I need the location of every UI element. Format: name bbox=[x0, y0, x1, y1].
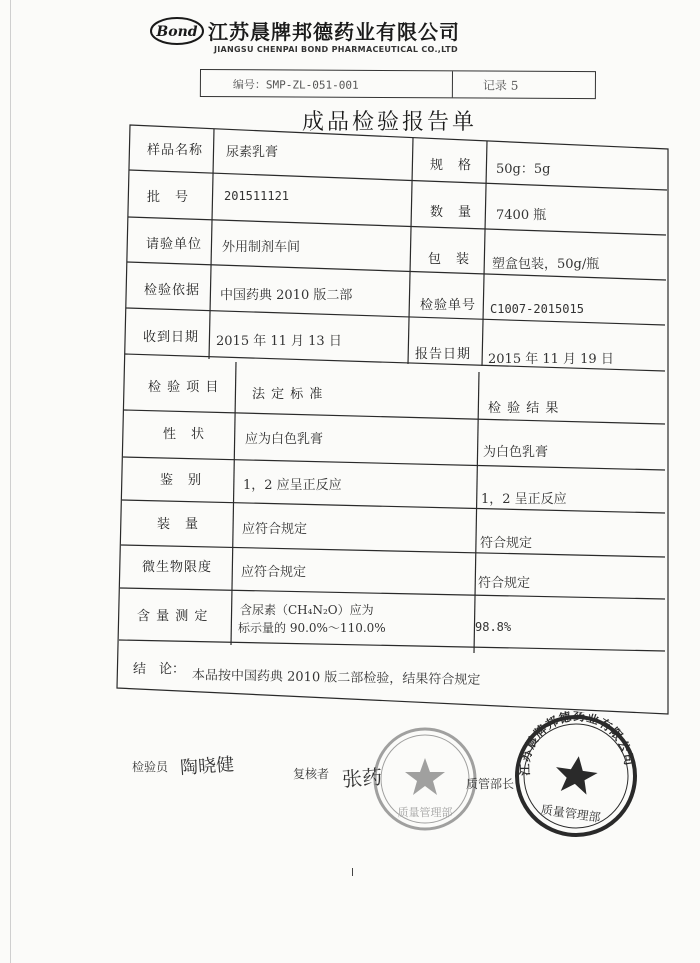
report-date-label: 报告日期 bbox=[415, 347, 472, 362]
row3-item: 装 量 bbox=[157, 517, 200, 532]
row5-standard: 含尿素（CH₄N₂O）应为 bbox=[240, 603, 374, 617]
received-value: 2015 年 11 月 13 日 bbox=[216, 334, 342, 349]
package-value: 塑盒包装，50g/瓶 bbox=[492, 257, 600, 272]
scan-mark bbox=[352, 868, 353, 876]
row5-standard-line2: 标示量的 90.0%～110.0% bbox=[238, 621, 386, 635]
row2-item: 鉴 别 bbox=[160, 473, 203, 488]
row1-standard: 应为白色乳膏 bbox=[245, 432, 324, 447]
test-no-label: 检验单号 bbox=[420, 298, 477, 313]
requester-label: 请验单位 bbox=[146, 237, 203, 252]
spec-value: 50g：5g bbox=[496, 162, 551, 177]
row3-standard: 应符合规定 bbox=[242, 522, 308, 537]
row1-item: 性 状 bbox=[163, 427, 206, 442]
reviewer-label: 复核者 bbox=[293, 767, 330, 781]
qty-value: 7400 瓶 bbox=[496, 208, 547, 223]
row3-result: 符合规定 bbox=[480, 536, 533, 551]
doc-code: 编号：SMP-ZL-051-001 bbox=[232, 78, 359, 92]
row2-result: 1，2 呈正反应 bbox=[481, 492, 567, 507]
received-label: 收到日期 bbox=[143, 330, 200, 345]
row5-result: 98.8% bbox=[475, 620, 512, 634]
basis-value: 中国药典 2010 版二部 bbox=[220, 288, 353, 303]
report-date-value: 2015 年 11 月 19 日 bbox=[488, 352, 614, 367]
stamp2-text: 质量管理部 bbox=[540, 802, 602, 825]
test-no-value: C1007-2015015 bbox=[490, 302, 584, 316]
record-number: 记录 5 bbox=[482, 78, 519, 93]
requester-value: 外用制剂车间 bbox=[222, 240, 301, 255]
stamp1-text: 质量管理部 bbox=[397, 806, 453, 819]
company-name-en: JIANGSU CHENPAI BOND PHARMACEUTICAL CO.,LTD bbox=[214, 45, 458, 54]
spec-label: 规 格 bbox=[430, 158, 473, 173]
qty-label: 数 量 bbox=[430, 205, 473, 220]
reviewer-signature: 张药 bbox=[341, 764, 383, 792]
conclusion-text: 本品按中国药典 2010 版二部检验，结果符合规定 bbox=[191, 668, 481, 689]
package-label: 包 装 bbox=[428, 252, 471, 267]
company-name-cn: 江苏晨牌邦德药业有限公司 bbox=[208, 20, 460, 44]
conclusion-label: 结 论： bbox=[133, 662, 186, 677]
col-result-header: 检 验 结 果 bbox=[488, 401, 560, 416]
row4-standard: 应符合规定 bbox=[241, 565, 307, 580]
row5-item: 含 量 测 定 bbox=[137, 609, 209, 624]
inspector-signature: 陶晓健 bbox=[179, 754, 235, 779]
row2-standard: 1，2 应呈正反应 bbox=[243, 478, 342, 493]
basis-label: 检验依据 bbox=[144, 283, 201, 298]
row4-result: 符合规定 bbox=[478, 576, 531, 591]
inspector-label: 检验员 bbox=[132, 760, 169, 774]
batch-label: 批 号 bbox=[147, 190, 190, 205]
row1-result: 为白色乳膏 bbox=[483, 445, 549, 460]
sample-name-value: 尿素乳膏 bbox=[226, 145, 279, 160]
sample-name-label: 样品名称 bbox=[147, 143, 204, 158]
seal-ring-text: 江苏晨牌邦德药业有限公司 bbox=[517, 709, 637, 776]
col-standard-header: 法 定 标 准 bbox=[252, 387, 324, 402]
company-seal bbox=[504, 704, 649, 849]
qa-stamp-faint bbox=[370, 724, 480, 834]
col-item-header: 检 验 项 目 bbox=[148, 380, 220, 395]
row4-item: 微生物限度 bbox=[142, 560, 213, 575]
logo-text: Bond bbox=[156, 24, 198, 40]
batch-value: 201511121 bbox=[224, 189, 290, 203]
manager-label: 质管部长 bbox=[466, 777, 515, 791]
report-title: 成品检验报告单 bbox=[302, 110, 478, 135]
